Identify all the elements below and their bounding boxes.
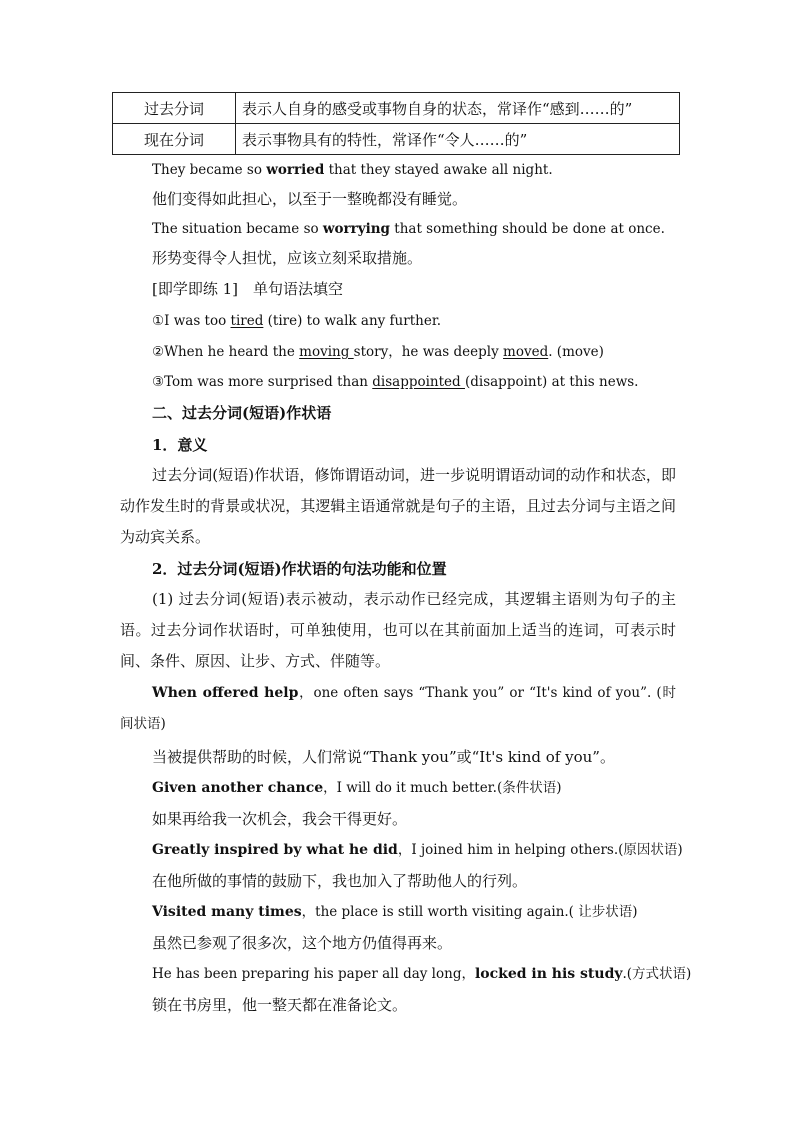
table-term: 现在分词 bbox=[113, 124, 236, 155]
practice-question: ①I was too tired (tire) to walk any further. bbox=[152, 313, 442, 329]
participle-comparison-table bbox=[112, 92, 680, 155]
table-row bbox=[113, 93, 680, 124]
table-description: 表示事物具有的特性，常译作“令人……的” bbox=[236, 124, 680, 155]
example-sentence: Given another chance，I will do it much better.(条件状语) bbox=[152, 780, 562, 796]
answer-blank: disappointed bbox=[372, 374, 465, 390]
example-translation: 在他所做的事情的鼓励下，我也加入了帮助他人的行列。 bbox=[152, 872, 528, 890]
section-heading: 二、过去分词(短语)作状语 bbox=[152, 404, 332, 422]
example-sentence: The situation became so worrying that something should be done at once. bbox=[152, 221, 665, 237]
example-translation: 他们变得如此担心，以至于一整晚都没有睡觉。 bbox=[152, 190, 468, 208]
answer-blank: tired bbox=[230, 313, 264, 329]
example-translation: 当被提供帮助的时候，人们常说“Thank you”或“It's kind of you”。 bbox=[152, 748, 615, 766]
example-sentence: They became so worried that they stayed awake all night. bbox=[152, 162, 553, 178]
example-translation: 如果再给我一次机会，我会干得更好。 bbox=[152, 810, 408, 828]
example-sentence: When offered help，one often says “Thank you” or “It's kind of you”. (时间状语) bbox=[120, 685, 676, 732]
subsection-heading: 1．意义 bbox=[152, 436, 208, 454]
example-translation: 虽然已参观了很多次，这个地方仍值得再来。 bbox=[152, 934, 453, 952]
example-sentence: Greatly inspired by what he did，I joined him in helping others.(原因状语) bbox=[152, 842, 683, 858]
table-row bbox=[113, 124, 680, 155]
paragraph-meaning: 过去分词(短语)作状语，修饰谓语动词，进一步说明谓语动词的动作和状态，即动作发生时的背景或状况，其逻辑主语通常就是句子的主语，且过去分词与主语之间为动宾关系。 bbox=[120, 466, 676, 546]
table-term: 过去分词 bbox=[113, 93, 236, 124]
example-translation: 形势变得令人担忧，应该立刻采取措施。 bbox=[152, 249, 423, 267]
subsection-heading: 2．过去分词(短语)作状语的句法功能和位置 bbox=[152, 560, 447, 578]
answer-blank: moving bbox=[299, 344, 354, 360]
paragraph-function: (1) 过去分词(短语)表示被动，表示动作已经完成，其逻辑主语则为句子的主语。过去分词作状语时，可单独使用，也可以在其前面加上适当的连词，可表示时间、条件、原因、让步、方式、伴随等。 bbox=[120, 590, 676, 670]
practice-title: [即学即练 1] 单句语法填空 bbox=[152, 280, 344, 298]
practice-question: ③Tom was more surprised than disappointed (disappoint) at this news. bbox=[152, 374, 639, 390]
example-translation: 锁在书房里，他一整天都在准备论文。 bbox=[152, 996, 408, 1014]
practice-question: ②When he heard the moving story，he was deeply moved. (move) bbox=[152, 344, 604, 360]
table-description: 表示人自身的感受或事物自身的状态，常译作“感到……的” bbox=[236, 93, 680, 124]
answer-blank: moved bbox=[503, 344, 549, 360]
example-sentence: Visited many times，the place is still worth visiting again.( 让步状语) bbox=[152, 904, 638, 920]
example-sentence: He has been preparing his paper all day long，locked in his study.(方式状语) bbox=[152, 966, 692, 982]
